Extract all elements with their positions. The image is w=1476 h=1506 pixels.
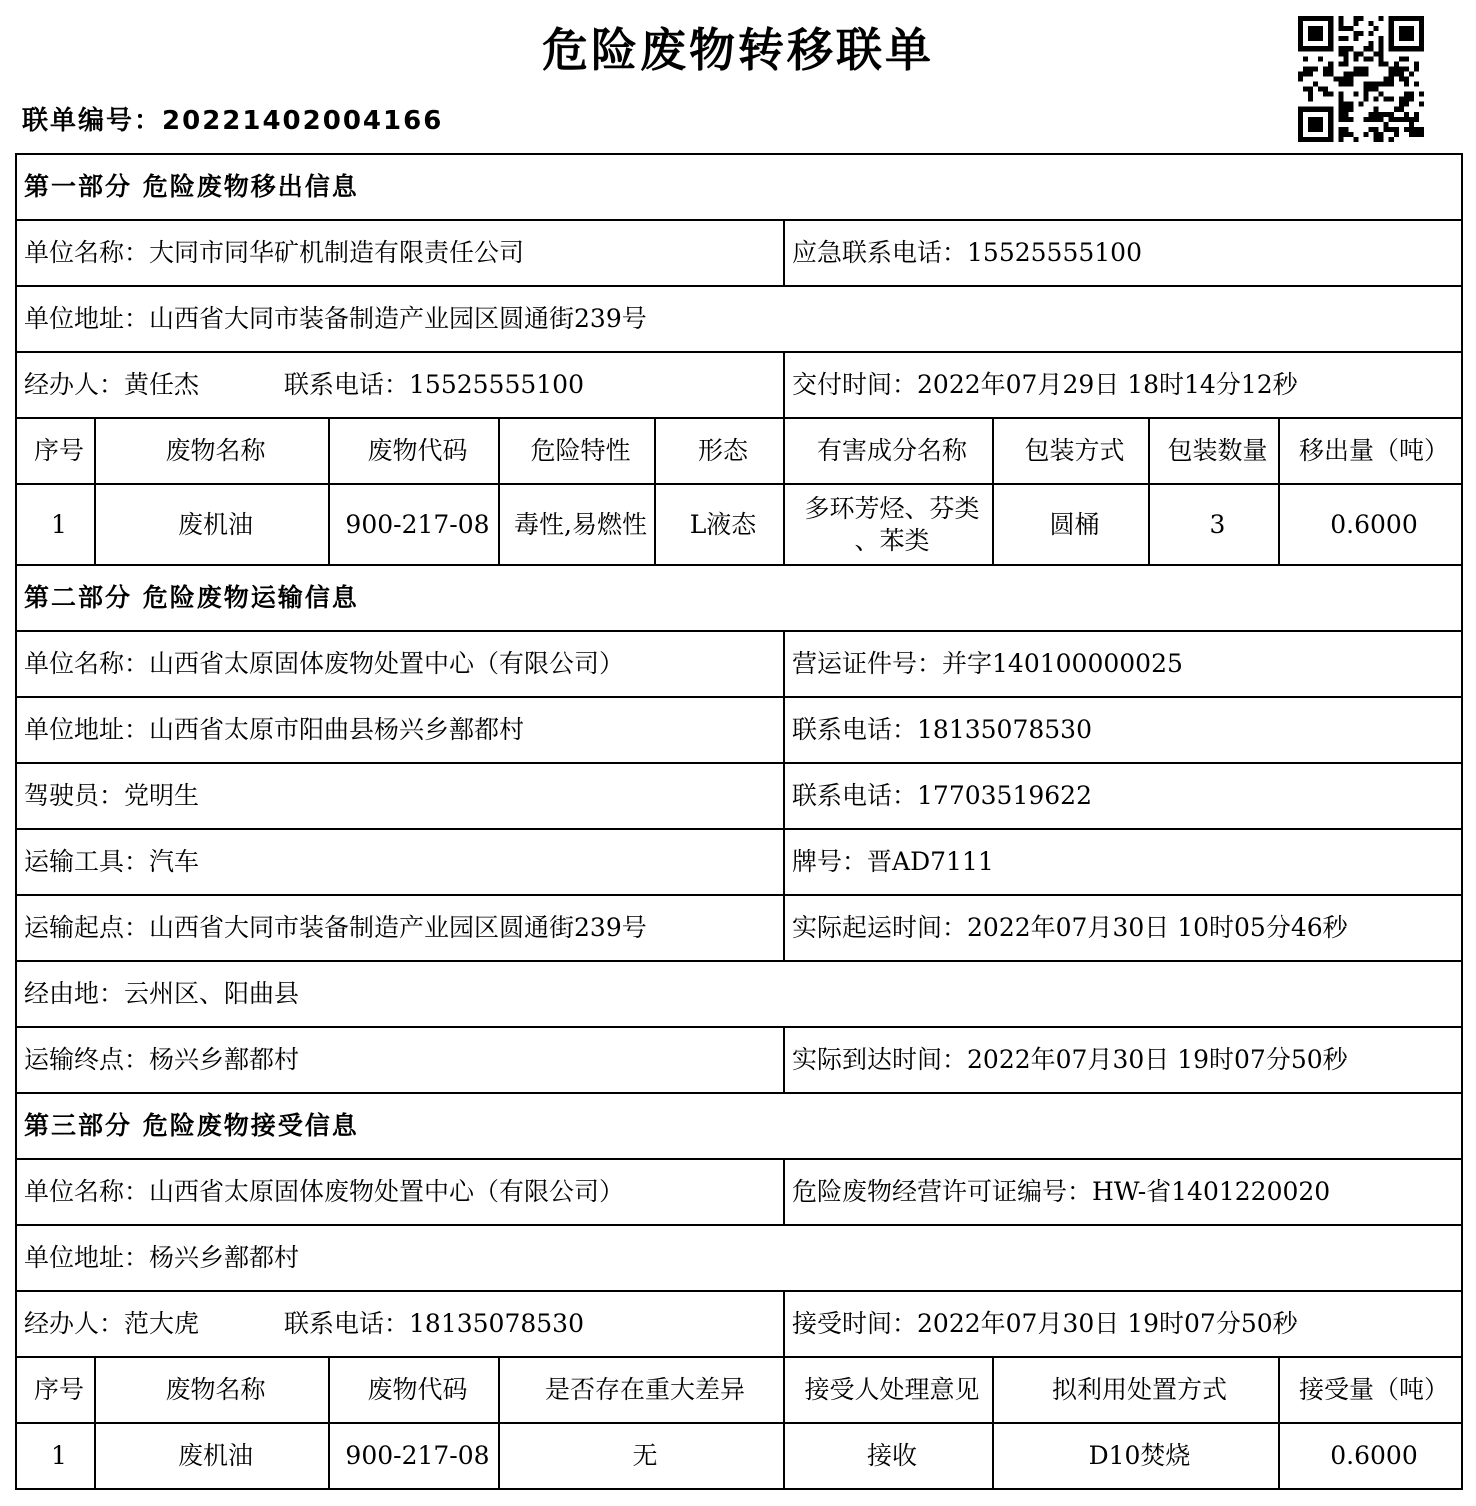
section-heading-part3: 第三部分 危险废物接受信息 bbox=[16, 1093, 1462, 1159]
doc-number-value: 20221402004166 bbox=[162, 106, 444, 136]
table-row: 1 废机油 900-217-08 无 接收 D10焚烧 0.6000 bbox=[16, 1423, 1462, 1489]
manifest-table bbox=[15, 153, 1463, 1490]
qr-code-icon bbox=[1298, 16, 1424, 142]
part1-table-header: 序号 废物名称 废物代码 危险特性 形态 有害成分名称 包装方式 包装数量 移出量（吨） bbox=[16, 418, 1462, 484]
part1-handler: 经办人：黄任杰 联系电话：15525555100 bbox=[16, 352, 784, 418]
part3-permit: 危险废物经营许可证编号：HW-省1401220020 bbox=[784, 1159, 1462, 1225]
part2-start-time: 实际起运时间：2022年07月30日 10时05分46秒 bbox=[784, 895, 1462, 961]
part2-address: 单位地址：山西省太原市阳曲县杨兴乡鄯都村 bbox=[16, 697, 784, 763]
part3-unit-name: 单位名称：山西省太原固体废物处置中心（有限公司） bbox=[16, 1159, 784, 1225]
part2-vehicle: 运输工具：汽车 bbox=[16, 829, 784, 895]
part2-arrive-time: 实际到达时间：2022年07月30日 19时07分50秒 bbox=[784, 1027, 1462, 1093]
part3-address: 单位地址：杨兴乡鄯都村 bbox=[16, 1225, 1462, 1291]
part1-emergency-phone: 应急联系电话：15525555100 bbox=[784, 220, 1462, 286]
part1-unit-name: 单位名称：大同市同华矿机制造有限责任公司 bbox=[16, 220, 784, 286]
section-heading-part2: 第二部分 危险废物运输信息 bbox=[16, 565, 1462, 631]
part2-unit-name: 单位名称：山西省太原固体废物处置中心（有限公司） bbox=[16, 631, 784, 697]
part3-receive-time: 接受时间：2022年07月30日 19时07分50秒 bbox=[784, 1291, 1462, 1357]
components-cell: 多环芳烃、芬类 、苯类 bbox=[784, 484, 993, 565]
part2-license: 营运证件号：并字140100000025 bbox=[784, 631, 1462, 697]
part1-address: 单位地址：山西省大同市装备制造产业园区圆通街239号 bbox=[16, 286, 1462, 352]
table-row: 1 废机油 900-217-08 毒性,易燃性 L液态 多环芳烃、芬类 、苯类 圆桶 3 0.6000 bbox=[16, 484, 1462, 565]
part3-handler: 经办人：范大虎 联系电话：18135078530 bbox=[16, 1291, 784, 1357]
part2-plate: 牌号：晋AD7111 bbox=[784, 829, 1462, 895]
part2-driver-phone: 联系电话：17703519622 bbox=[784, 763, 1462, 829]
section-heading-part1: 第一部分 危险废物移出信息 bbox=[16, 154, 1462, 220]
doc-number bbox=[22, 100, 443, 137]
part3-table-header: 序号 废物名称 废物代码 是否存在重大差异 接受人处理意见 拟利用处置方式 接受量（吨） bbox=[16, 1357, 1462, 1423]
page-title: 危险废物转移联单 bbox=[542, 23, 934, 77]
part2-phone: 联系电话：18135078530 bbox=[784, 697, 1462, 763]
doc-number-label: 联单编号： bbox=[22, 106, 163, 136]
part2-start: 运输起点：山西省大同市装备制造产业园区圆通街239号 bbox=[16, 895, 784, 961]
part2-via: 经由地：云州区、阳曲县 bbox=[16, 961, 1462, 1027]
part1-delivery-time: 交付时间：2022年07月29日 18时14分12秒 bbox=[784, 352, 1462, 418]
part2-driver: 驾驶员：党明生 bbox=[16, 763, 784, 829]
part2-end: 运输终点：杨兴乡鄯都村 bbox=[16, 1027, 784, 1093]
